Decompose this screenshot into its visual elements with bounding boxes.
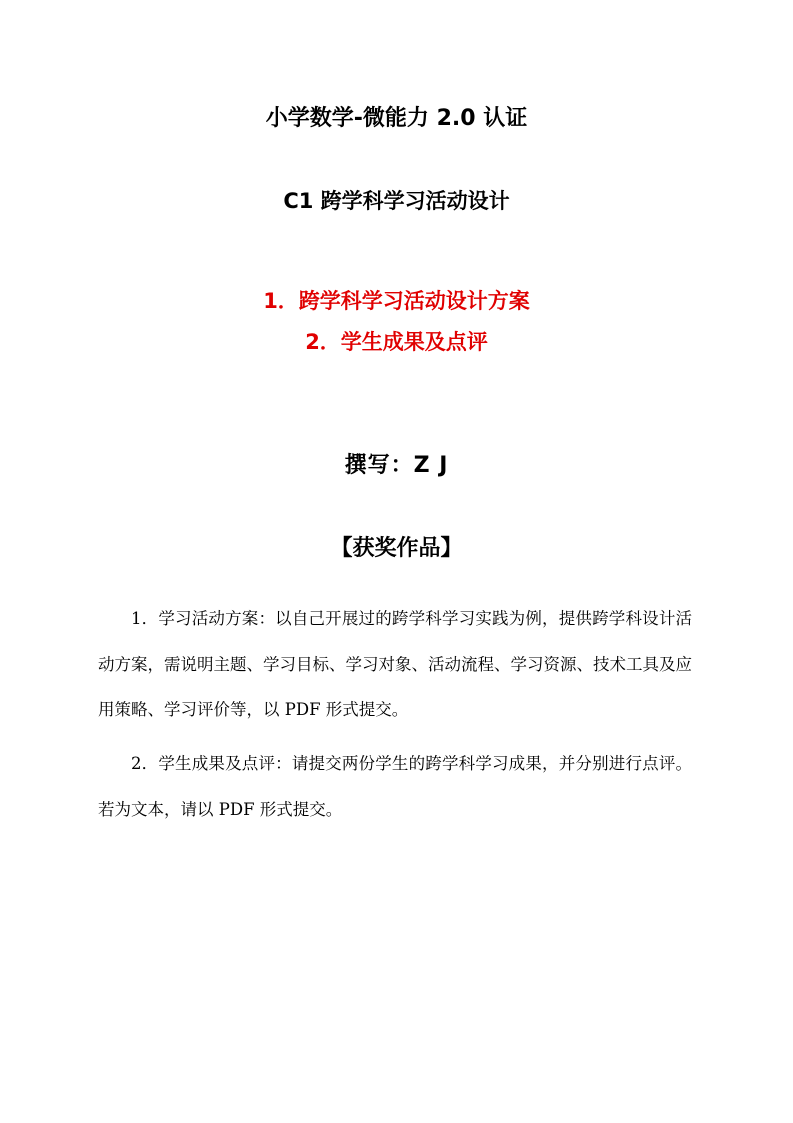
- award-label: 【获奖作品】: [330, 536, 463, 561]
- document-subtitle: C1 跨学科学习活动设计: [283, 189, 510, 213]
- requirement-paragraph-2: 2．学生成果及点评：请提交两份学生的跨学科学习成果，并分别进行点评。若为文本，请以 PDF 形式提交。: [98, 754, 692, 819]
- red-item-student-results: 2．学生成果及点评: [305, 330, 488, 354]
- author-line: 撰写：Z J: [344, 453, 449, 478]
- requirement-paragraph-1: 1．学习活动方案：以自己开展过的跨学科学习实践为例，提供跨学科设计活动方案，需说明主题、学习目标、学习对象、活动流程、学习资源、技术工具及应用策略、学习评价等，以 PDF 形式提交。: [98, 609, 692, 719]
- document-title: 小学数学-微能力 2.0 认证: [265, 106, 528, 131]
- red-item-design-plan: 1．跨学科学习活动设计方案: [263, 289, 530, 313]
